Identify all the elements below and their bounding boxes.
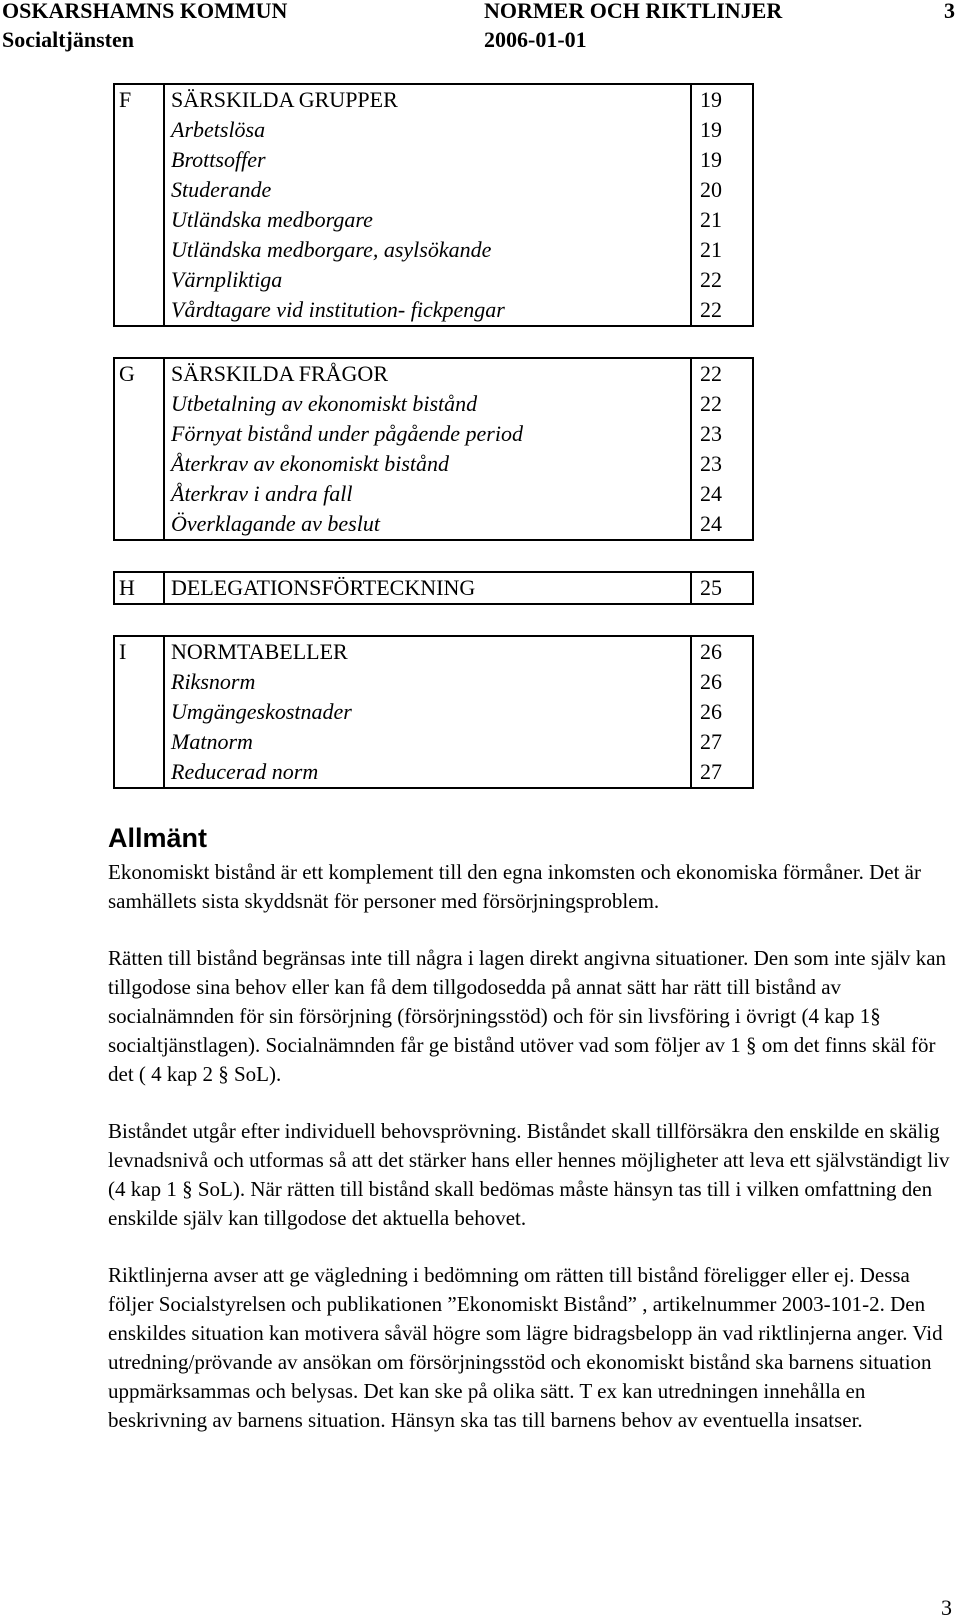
toc-entry-page: 21: [700, 207, 722, 232]
header-organization: OSKARSHAMNS KOMMUN: [2, 0, 288, 23]
toc-entry-title: Umgängeskostnader: [171, 699, 352, 724]
footer-page-number: 3: [941, 1595, 952, 1620]
toc-entry-page: 23: [700, 451, 722, 476]
toc-entry-page: 24: [700, 481, 722, 506]
toc-entry-title: Riksnorm: [171, 669, 256, 694]
toc-entry-title: Återkrav av ekonomiskt bistånd: [171, 451, 449, 476]
toc-pages-column: [691, 84, 753, 326]
toc-titles-column: [164, 636, 691, 788]
toc-pages-column: [691, 358, 753, 540]
toc-entry-title: Utländska medborgare: [171, 207, 373, 232]
section-heading: Allmänt: [108, 823, 208, 853]
toc-titles-column: [164, 572, 691, 604]
toc-pages-column: [691, 636, 753, 788]
toc-entry-title: Utbetalning av ekonomiskt bistånd: [171, 391, 478, 416]
toc-entry-page: 19: [700, 87, 722, 112]
toc-entry-title: Arbetslösa: [171, 117, 266, 142]
toc-entry-title: Återkrav i andra fall: [171, 481, 353, 506]
toc-entry-page: 19: [700, 117, 722, 142]
toc-entry-page: 22: [700, 361, 722, 386]
header-document-type: NORMER OCH RIKTLINJER: [484, 0, 783, 23]
toc-section-title: NORMTABELLER: [171, 639, 348, 664]
toc-entry-title: Matnorm: [171, 729, 253, 754]
paragraph: Biståndet utgår efter individuell behovsprövning. Biståndet skall tillförsäkra den enskilde en skälig levnadsnivå och utformas så att det stärker hans eller hennes möjligheter att leva ett självständigt liv (4 kap 1 § SoL). När rätten till bistånd skall bedömas måste hänsyn tas till i vilken omfattning den enskilde själv kan tillgodose det aktuella behovet.: [108, 1119, 950, 1230]
toc-group-letter: F: [114, 84, 164, 326]
toc-entry-title: Utländska medborgare, asylsökande: [171, 237, 492, 262]
toc-entry-title: Reducerad norm: [171, 759, 319, 784]
main-content: [108, 822, 958, 1435]
toc-entry-page: 26: [700, 699, 722, 724]
toc-titles-column: [164, 358, 691, 540]
toc-entry-page: 25: [700, 575, 722, 600]
toc-group-letter: I: [114, 636, 164, 788]
toc-entry-title: Förnyat bistånd under pågående period: [171, 421, 523, 446]
toc-entry-title: Vårdtagare vid institution- fickpengar: [171, 297, 505, 322]
toc-entry-page: 27: [700, 759, 722, 784]
toc-entry-page: 20: [700, 177, 722, 202]
toc-group-letter: H: [114, 572, 164, 604]
toc-entry-title: Värnpliktiga: [171, 267, 283, 292]
toc-group: [113, 571, 754, 605]
toc-entry-page: 22: [700, 267, 722, 292]
toc-entry-title: Överklagande av beslut: [171, 511, 380, 536]
toc-pages-column: [691, 572, 753, 604]
header-page-number: 3: [944, 0, 955, 23]
toc-entry-page: 27: [700, 729, 722, 754]
toc-section-title: SÄRSKILDA GRUPPER: [171, 87, 398, 112]
toc-entry-page: 26: [700, 669, 722, 694]
toc-entry-title: Brottsoffer: [171, 147, 266, 172]
toc-section-title: SÄRSKILDA FRÅGOR: [171, 361, 388, 386]
page-header: [0, 0, 960, 56]
toc-entry-page: 23: [700, 421, 722, 446]
toc-group-letter: G: [114, 358, 164, 540]
toc-entry-page: 22: [700, 391, 722, 416]
toc-entry-page: 24: [700, 511, 722, 536]
paragraph: Rätten till bistånd begränsas inte till några i lagen direkt angivna situationer. Den som inte själv kan tillgodose sina behov eller kan få dem tillgodosedda på annat sätt har rätt till bistånd av socialnämnden för sin försörjning (försörjningsstöd) och för sin livsföring i övrigt (4 kap 1§ socialtjänstlagen). Socialnämnden får ge bistånd utöver vad som följer av 1 § om det finns skäl för det ( 4 kap 2 § SoL).: [108, 946, 947, 1086]
toc-section-title: DELEGATIONSFÖRTECKNING: [171, 575, 476, 600]
toc-entry-page: 26: [700, 639, 722, 664]
toc-titles-column: [164, 84, 691, 326]
toc-group: [113, 83, 754, 327]
header-department: Socialtjänsten: [2, 27, 134, 52]
header-date: 2006-01-01: [484, 27, 587, 52]
toc-entry-page: 22: [700, 297, 722, 322]
paragraph: Riktlinjerna avser att ge vägledning i bedömning om rätten till bistånd föreligger eller ej. Dessa följer Socialstyrelsen och publikationen ”Ekonomiskt Bistånd” , artikelnummer 2003-101-2. Den enskildes situation kan motivera såväl högre som lägre bidragsbelopp än vad riktlinjerna anger. Vid utredning/prövande av ansökan om försörjningsstöd och ekonomiskt bistånd ska barnens situation uppmärksammas och belysas. Det kan ske på olika sätt. T ex kan utredningen innehålla en beskrivning av barnens situation. Hänsyn ska tas till barnens behov av eventuella insatser.: [108, 1263, 943, 1432]
toc-entry-page: 21: [700, 237, 722, 262]
table-of-contents: [113, 83, 754, 819]
toc-entry-title: Studerande: [171, 177, 272, 202]
toc-group: [113, 635, 754, 789]
toc-entry-page: 19: [700, 147, 722, 172]
paragraph: Ekonomiskt bistånd är ett komplement till den egna inkomsten och ekonomiska förmåner. Det är samhällets sista skyddsnät för personer med försörjningsproblem.: [108, 860, 921, 913]
toc-group: [113, 357, 754, 541]
